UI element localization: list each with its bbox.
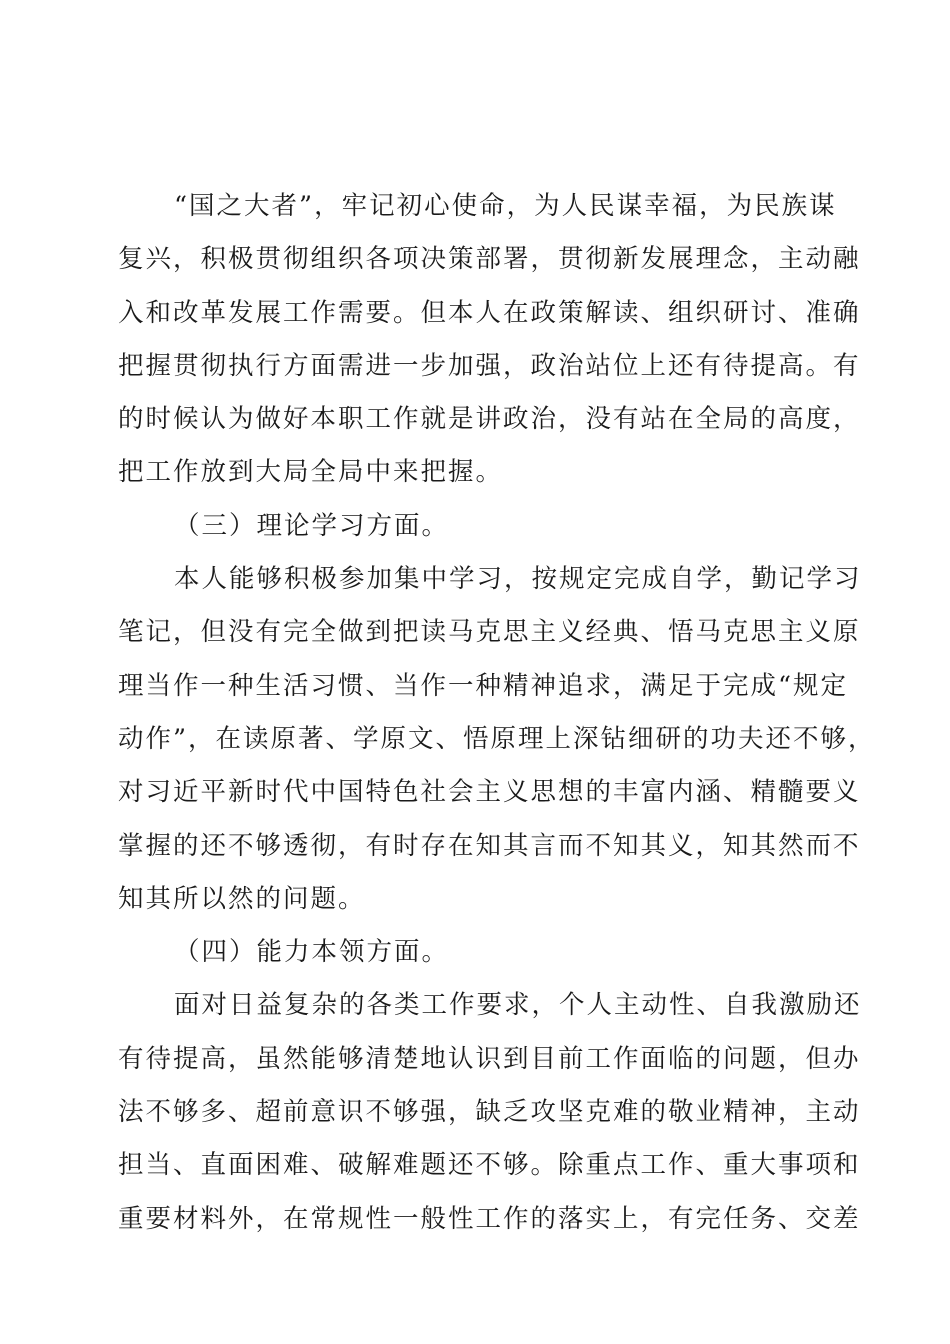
document-body — [118, 180, 876, 1246]
text-line: 担当、直面困难、破解难题还不够。除重点工作、重大事项和 — [118, 1150, 861, 1181]
section-heading-3: （三）理论学习方面。 — [174, 510, 450, 541]
text-line: 复兴，积极贯彻组织各项决策部署，贯彻新发展理念，主动融 — [118, 244, 861, 275]
text-line: 面对日益复杂的各类工作要求，个人主动性、自我激励还 — [174, 990, 862, 1021]
text-line: 知其所以然的问题。 — [118, 883, 366, 914]
text-line: “国之大者”，牢记初心使命，为人民谋幸福，为民族谋 — [174, 191, 837, 221]
text-line: 本人能够积极参加集中学习，按规定完成自学，勤记学习 — [174, 564, 862, 595]
text-line: 理当作一种生活习惯、当作一种精神追求，满足于完成“规定 — [118, 670, 849, 701]
text-line: 把工作放到大局全局中来把握。 — [118, 457, 504, 488]
text-line: 掌握的还不够透彻，有时存在知其言而不知其义，知其然而不 — [118, 830, 861, 861]
text-line: 把握贯彻执行方面需进一步加强，政治站位上还有待提高。有 — [118, 350, 861, 381]
text-line: 笔记，但没有完全做到把读马克思主义经典、悟马克思主义原 — [118, 617, 861, 648]
text-line: 重要材料外，在常规性一般性工作的落实上，有完任务、交差 — [118, 1203, 861, 1234]
text-line: 动作”，在读原著、学原文、悟原理上深钻细研的功夫还不够， — [118, 723, 876, 754]
text-line: 有待提高，虽然能够清楚地认识到目前工作面临的问题，但办 — [118, 1043, 861, 1074]
text-line: 法不够多、超前意识不够强，缺乏攻坚克难的敬业精神，主动 — [118, 1097, 861, 1128]
text-line: 入和改革发展工作需要。但本人在政策解读、组织研讨、准确 — [118, 297, 861, 328]
text-line: 的时候认为做好本职工作就是讲政治，没有站在全局的高度， — [118, 404, 861, 435]
text-line: 对习近平新时代中国特色社会主义思想的丰富内涵、精髓要义 — [118, 777, 861, 808]
section-heading-4: （四）能力本领方面。 — [174, 937, 450, 968]
